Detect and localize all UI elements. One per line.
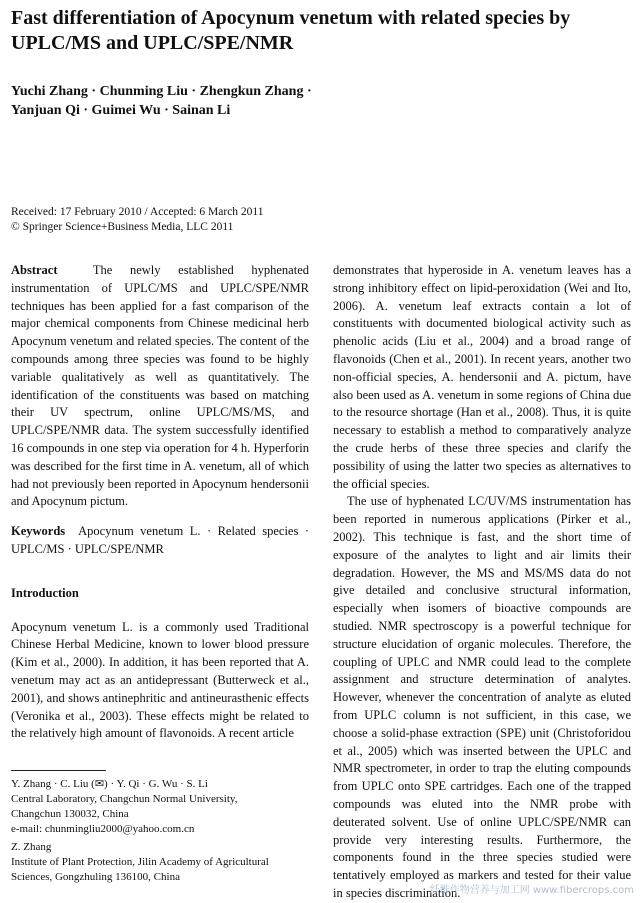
author-list — [11, 82, 611, 120]
affiliation-institution: Institute of Plant Protection, Jilin Academy of Agricultural — [11, 856, 269, 868]
body-paragraph-1: demonstrates that hyperoside in A. venetum leaves has a strong inhibitory effect on lipid-peroxidation (Wei and Ito, 2006). A. venetum leaf extracts contain a lot of constituents with documented biological activity such as phenolic acids (Liu et al., 2004) and a broad range of flavonoids (Chen et al., 2001). In recent years, another two non-official species, A. hendersonii and A. pictum, have also been used as A. venetum in some regions of China due to the resource shortage (Han et al., 2008). Thus, it is quite necessary to establish a method to comparatively analyze the crude herbs of these three species and clarify the possibility of using the latter two species as alternatives to the official species. — [333, 263, 631, 491]
paper-title: Fast differentiation of Apocynum venetum with related species by UPLC/MS and UPLC/SPE/NMR — [11, 7, 571, 54]
introduction-paragraph: Apocynum venetum L. is a commonly used Traditional Chinese Herbal Medicine, known to lower blood pressure (Kim et al., 2000). In addition, it has been reported that A. venetum may act as an antidepressant (Butterweck et al., 2001), and shows antinephritic and antineurasthenic effects (Veronika et al., 2003). These effects might be related to the relatively high amount of flavonoids. A recent article — [11, 619, 309, 741]
left-column — [11, 262, 309, 743]
abstract-heading: Abstract — [11, 263, 58, 277]
copyright-notice: © Springer Science+Business Media, LLC 2011 — [11, 221, 234, 233]
publication-history — [11, 205, 611, 235]
abstract-text: The newly established hyphenated instrumentation of UPLC/MS and UPLC/SPE/NMR techniques has been applied for a fast comparison of the major chemical components from Chinese medicinal herb Apocynum venetum and related species. The content of the compounds among three species was found to be highly variable qualitatively as well as quantitatively. The identification of the constituents was based on matching their UV spectrum, online UPLC/MS/MS, and UPLC/SPE/NMR data. The system successfully identified 16 compounds in one step via operation for 4 h. Hyperforin was described for the first time in A. venetum, all of which had not previously been reported in Apocynum hendersonii and Apocynum pictum. — [11, 263, 309, 509]
received-date: Received: 17 February 2010 / Accepted: 6 March 2011 — [11, 206, 264, 218]
introduction-heading: Introduction — [11, 585, 79, 600]
affiliation-address: Changchun 130032, China — [11, 808, 129, 820]
right-column — [333, 262, 631, 903]
keywords — [11, 523, 309, 559]
affiliation-block-1 — [11, 777, 311, 837]
affiliation-authors: Y. Zhang · C. Liu (✉) · Y. Qi · G. Wu · S. Li — [11, 778, 208, 790]
keywords-heading: Keywords — [11, 524, 66, 539]
affiliation-author: Z. Zhang — [11, 841, 52, 853]
body-paragraph-2: The use of hyphenated LC/UV/MS instrumentation has been reported in numerous applications (Pirker et al., 2002). This technique is fast, and the short time of exposure of the analytes to light and air limits their degradation. However, the MS and MS/MS data do not give detailed and conclusive structural information, especially when isomers of bioactive compounds are studied. NMR spectroscopy is a powerful technique for structure elucidation of organic molecules. Therefore, the coupling of UPLC and NMR could lead to the complete assignment and structure determination of analytes. However, whenever the concentration of analyte as eluted from UPLC column is not sufficient, in this case, we choose a solid-phase extraction (SPE) unit (Christoforidou et al., 2005) which was inserted between the UPLC and NMR spectrometer, in order to trap the eluting compounds from UPLC onto SPE cartridges. Each one of the trapped compounds was eluted into the NMR probe with deuterated solvent. Use of online UPLC/SPE/NMR can provide very interesting results. Furthermore, the components found in the three species studied were tentatively employed as markers and tested for their value in species discrimination. — [333, 494, 631, 900]
site-watermark: 纤维作物营养与加工网 www.fibercrops.com — [429, 885, 634, 896]
footnote-divider — [11, 770, 106, 771]
author-line-1: Yuchi Zhang · Chunming Liu · Zhengkun Zhang · — [11, 84, 312, 99]
affiliation-address: Sciences, Gongzhuling 136100, China — [11, 871, 180, 883]
affiliation-email[interactable]: e-mail: chunmingliu2000@yahoo.com.cn — [11, 823, 195, 835]
abstract — [11, 262, 309, 511]
affiliation-block-2 — [11, 840, 311, 885]
author-line-2: Yanjuan Qi · Guimei Wu · Sainan Li — [11, 103, 231, 118]
affiliation-institution: Central Laboratory, Changchun Normal University, — [11, 793, 238, 805]
keywords-text: Apocynum venetum L. · Related species · UPLC/MS · UPLC/SPE/NMR — [11, 524, 309, 556]
